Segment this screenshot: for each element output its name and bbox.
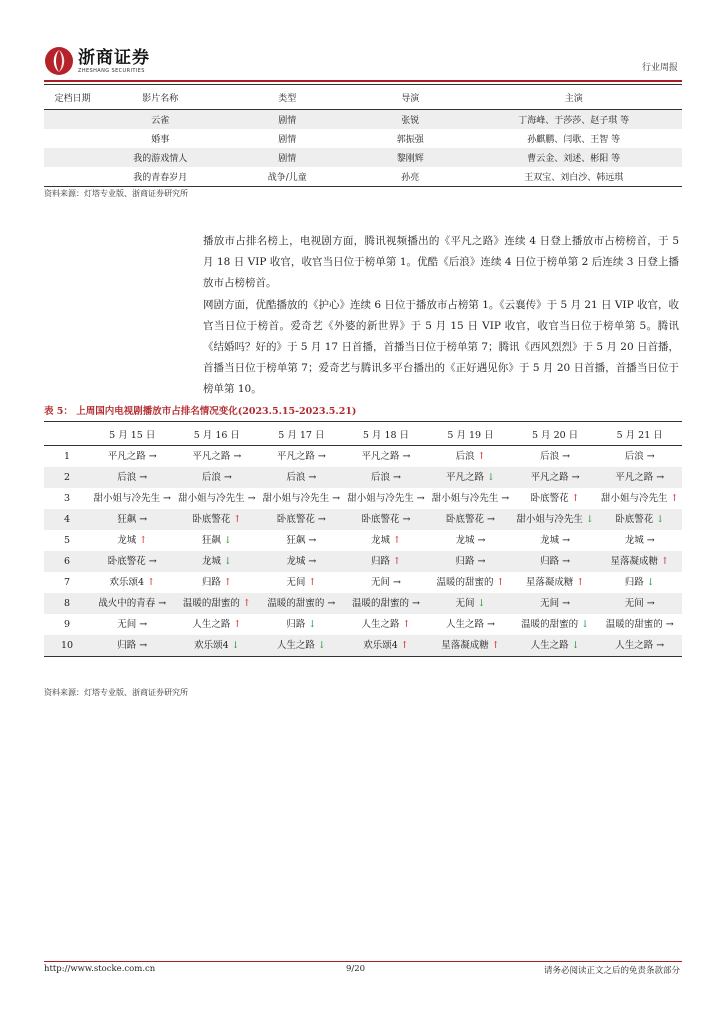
rank-up-arrow-icon: ↑ bbox=[477, 451, 486, 462]
drama-title: 龙城 bbox=[286, 556, 306, 567]
drama-title: 卧底警花 bbox=[361, 514, 400, 525]
drama-title: 温暖的甜蜜的 bbox=[351, 598, 409, 609]
ranking-cell bbox=[513, 593, 598, 614]
ranking-cell bbox=[513, 488, 598, 509]
drama-title: 卧底警花 bbox=[615, 514, 654, 525]
drama-title: 龙城 bbox=[624, 535, 644, 546]
ranking-cell bbox=[175, 488, 260, 509]
drama-title: 归路 bbox=[286, 619, 306, 630]
table-row bbox=[44, 530, 682, 551]
drama-title: 无间 bbox=[286, 577, 306, 588]
column-header: 5 月 15 日 bbox=[90, 422, 175, 446]
drama-title: 星落凝成糖 bbox=[525, 577, 574, 588]
table-cell: 婚事 bbox=[151, 135, 170, 145]
table-row bbox=[44, 167, 682, 187]
table-cell: 我的青春岁月 bbox=[101, 167, 219, 187]
rank-same-arrow-icon: → bbox=[646, 598, 655, 609]
rank-same-arrow-icon: → bbox=[308, 556, 317, 567]
rank-same-arrow-icon: → bbox=[317, 514, 326, 525]
table5-caption: 表 5： 上周国内电视剧播放市占排名情况变化(2023.5.15-2023.5.21) bbox=[44, 406, 357, 417]
rank-same-arrow-icon: → bbox=[139, 619, 148, 630]
table-cell: 剧情 bbox=[219, 110, 355, 130]
drama-title: 甜小姐与冷先生 bbox=[516, 514, 583, 525]
ranking-cell bbox=[175, 467, 260, 488]
rank-same-arrow-icon: → bbox=[487, 619, 496, 630]
drama-title: 甜小姐与冷先生 bbox=[347, 493, 414, 504]
rank-same-arrow-icon: → bbox=[501, 493, 510, 504]
document-type: 行业周报 bbox=[641, 63, 678, 73]
drama-title: 卧底警花 bbox=[276, 514, 315, 525]
drama-title: 甜小姐与冷先生 bbox=[431, 493, 499, 504]
ranking-cell bbox=[344, 446, 429, 468]
rank-up-arrow-icon: ↑ bbox=[233, 514, 242, 525]
ranking-cell bbox=[90, 530, 175, 551]
drama-title: 平凡之路 bbox=[192, 451, 231, 462]
ranking-cell bbox=[175, 446, 260, 468]
drama-title: 人生之路 bbox=[446, 619, 485, 630]
drama-title: 狂飙 bbox=[117, 514, 137, 525]
rank-same-arrow-icon: → bbox=[656, 472, 665, 483]
brand-name-en: ZHESHANG SECURITIES bbox=[78, 67, 145, 74]
rank-down-arrow-icon: ↓ bbox=[223, 556, 232, 567]
ranking-cell bbox=[597, 572, 682, 593]
rank-down-arrow-icon: ↓ bbox=[656, 514, 665, 525]
column-header: 主演 bbox=[465, 85, 682, 110]
ranking-cell bbox=[90, 551, 175, 572]
drama-title: 后浪 bbox=[624, 451, 644, 462]
drama-title: 后浪 bbox=[117, 472, 137, 483]
ranking-cell bbox=[90, 635, 175, 657]
rank-same-arrow-icon: → bbox=[477, 556, 486, 567]
drama-title: 平凡之路 bbox=[107, 451, 146, 462]
rank-cell: 7 bbox=[63, 577, 71, 588]
column-header: 5 月 17 日 bbox=[259, 422, 344, 446]
drama-title: 平凡之路 bbox=[446, 472, 485, 483]
drama-title: 龙城 bbox=[455, 535, 475, 546]
rank-same-arrow-icon: → bbox=[308, 472, 317, 483]
rank-same-arrow-icon: → bbox=[308, 535, 317, 546]
table-cell: 黎刚辉 bbox=[355, 148, 465, 167]
page-header bbox=[44, 44, 682, 80]
rank-same-arrow-icon: → bbox=[163, 493, 172, 504]
rank-same-arrow-icon: → bbox=[158, 598, 167, 609]
ranking-cell bbox=[175, 551, 260, 572]
rank-down-arrow-icon: ↓ bbox=[477, 598, 486, 609]
table-cell: 孙亮 bbox=[355, 167, 465, 187]
ranking-cell bbox=[344, 635, 429, 657]
drama-title: 龙城 bbox=[540, 535, 560, 546]
ranking-cell bbox=[175, 509, 260, 530]
header-divider bbox=[44, 80, 682, 82]
rank-same-arrow-icon: → bbox=[392, 577, 401, 588]
rank-down-arrow-icon: ↓ bbox=[571, 640, 580, 651]
drama-title: 星落凝成糖 bbox=[441, 640, 489, 651]
ranking-cell bbox=[597, 446, 682, 468]
rank-up-arrow-icon: ↑ bbox=[308, 577, 317, 588]
column-header: 定档日期 bbox=[44, 85, 101, 110]
footer-divider bbox=[44, 961, 682, 962]
ranking-cell bbox=[597, 551, 682, 572]
drama-title: 战火中的青春 bbox=[98, 598, 156, 609]
drama-title: 归路 bbox=[455, 556, 475, 567]
ranking-cell bbox=[259, 551, 344, 572]
drama-title: 后浪 bbox=[455, 451, 475, 462]
film-schedule-table bbox=[44, 84, 682, 187]
column-header: 5 月 21 日 bbox=[597, 422, 682, 446]
rank-up-arrow-icon: ↑ bbox=[491, 640, 500, 651]
drama-title: 无间 bbox=[540, 598, 560, 609]
ranking-cell bbox=[175, 614, 260, 635]
ranking-cell bbox=[428, 446, 513, 468]
table-row bbox=[44, 593, 682, 614]
table-row bbox=[44, 509, 682, 530]
ranking-cell bbox=[597, 488, 682, 509]
column-header: 5 月 18 日 bbox=[344, 422, 429, 446]
ranking-cell bbox=[428, 572, 513, 593]
ranking-cell bbox=[344, 488, 429, 509]
ranking-cell bbox=[259, 488, 344, 509]
ranking-cell bbox=[513, 530, 598, 551]
drama-title: 无间 bbox=[624, 598, 644, 609]
rank-same-arrow-icon: → bbox=[139, 472, 148, 483]
rank-same-arrow-icon: → bbox=[327, 598, 336, 609]
drama-title: 欢乐颂4 bbox=[194, 640, 229, 651]
rank-same-arrow-icon: → bbox=[402, 451, 411, 462]
drama-title: 甜小姐与冷先生 bbox=[262, 493, 330, 504]
rank-same-arrow-icon: → bbox=[665, 619, 674, 630]
drama-title: 狂飙 bbox=[286, 535, 306, 546]
table-cell: 孙麒鹏、闫歌、王智 等 bbox=[527, 135, 621, 145]
table-cell: 我的游戏情人 bbox=[101, 148, 219, 167]
rank-up-arrow-icon: ↑ bbox=[223, 577, 232, 588]
ranking-cell bbox=[259, 572, 344, 593]
rank-same-arrow-icon: → bbox=[416, 493, 425, 504]
drama-title: 温暖的甜蜜的 bbox=[521, 619, 579, 630]
ranking-cell bbox=[175, 635, 260, 657]
ranking-cell bbox=[428, 551, 513, 572]
ranking-cell bbox=[344, 467, 429, 488]
drama-title: 龙城 bbox=[117, 535, 137, 546]
drama-title: 后浪 bbox=[201, 472, 221, 483]
rank-cell: 1 bbox=[63, 451, 71, 462]
rank-cell: 10 bbox=[44, 635, 90, 657]
table-row bbox=[44, 551, 682, 572]
drama-title: 温暖的甜蜜的 bbox=[605, 619, 663, 630]
drama-title: 归路 bbox=[201, 577, 221, 588]
drama-title: 人生之路 bbox=[530, 640, 569, 651]
column-header: 类型 bbox=[219, 85, 355, 110]
ranking-cell bbox=[90, 446, 175, 468]
table-row bbox=[44, 635, 682, 657]
rank-up-arrow-icon: ↑ bbox=[576, 577, 585, 588]
ranking-cell bbox=[597, 467, 682, 488]
rank-up-arrow-icon: ↑ bbox=[392, 535, 401, 546]
rank-down-arrow-icon: ↓ bbox=[581, 619, 590, 630]
ranking-cell bbox=[597, 593, 682, 614]
column-header: 5 月 16 日 bbox=[175, 422, 260, 446]
rank-cell: 6 bbox=[44, 551, 90, 572]
table-row bbox=[44, 488, 682, 509]
drama-title: 无间 bbox=[117, 619, 137, 630]
rank-cell: 5 bbox=[63, 535, 71, 546]
rank-up-arrow-icon: ↑ bbox=[670, 493, 679, 504]
drama-title: 欢乐颂4 bbox=[363, 640, 398, 651]
drama-title: 归路 bbox=[370, 556, 390, 567]
drama-title: 后浪 bbox=[370, 472, 390, 483]
drama-title: 归路 bbox=[540, 556, 560, 567]
ranking-cell bbox=[175, 572, 260, 593]
ranking-cell bbox=[428, 530, 513, 551]
ranking-cell bbox=[175, 530, 260, 551]
rank-up-arrow-icon: ↑ bbox=[139, 535, 148, 546]
rank-same-arrow-icon: → bbox=[233, 451, 242, 462]
rank-cell: 8 bbox=[44, 593, 90, 614]
rank-same-arrow-icon: → bbox=[487, 514, 496, 525]
table-cell: 郭振强 bbox=[396, 135, 424, 145]
table-cell: 张锐 bbox=[355, 110, 465, 130]
rank-up-arrow-icon: ↑ bbox=[402, 619, 411, 630]
table-header-row bbox=[44, 85, 682, 110]
table-row bbox=[44, 614, 682, 635]
ranking-cell bbox=[428, 488, 513, 509]
ranking-cell bbox=[513, 467, 598, 488]
rank-same-arrow-icon: → bbox=[139, 514, 148, 525]
rank-up-arrow-icon: ↑ bbox=[233, 619, 242, 630]
drama-title: 后浪 bbox=[286, 472, 306, 483]
column-header: 影片名称 bbox=[101, 85, 219, 110]
ranking-cell bbox=[428, 467, 513, 488]
ranking-cell bbox=[90, 614, 175, 635]
ranking-cell bbox=[597, 509, 682, 530]
table-cell: 王双宝、刘白沙、韩远琪 bbox=[465, 167, 682, 187]
drama-title: 人生之路 bbox=[615, 640, 654, 651]
table-cell bbox=[44, 129, 101, 148]
rank-down-arrow-icon: ↓ bbox=[646, 577, 655, 588]
table5-source-note: 资料来源：灯塔专业版、浙商证券研究所 bbox=[44, 688, 188, 697]
footer-disclaimer: 请务必阅读正文之后的免责条款部分 bbox=[543, 966, 680, 976]
rank-same-arrow-icon: → bbox=[562, 556, 571, 567]
rank-up-arrow-icon: ↑ bbox=[400, 640, 409, 651]
drama-title: 狂飙 bbox=[201, 535, 221, 546]
ranking-cell bbox=[344, 593, 429, 614]
table-header-row bbox=[44, 422, 682, 446]
paragraph-web-drama: 网剧方面，优酷播放的《护心》连续 6 日位于播放市占榜第 1。《云襄传》于 5 月 21 日 VIP 收官，收官当日位于榜首。爱奇艺《外婆的新世界》于 5 月 15 日 VIP 收官，收官当日位于榜单第 5。腾讯《结婚吗？好的》于 5 月 17 日首播，首播当日位于榜单第 7；腾讯《西风烈烈》于 5 月 20 日首播，首播当日位于榜单第 7；爱奇艺与腾讯多平台播出的《正好遇见你》于 5 月 20 日首播，首播当日位于榜单第 10。 bbox=[203, 299, 679, 395]
drama-title: 龙城 bbox=[370, 535, 390, 546]
ranking-cell bbox=[344, 530, 429, 551]
table-cell: 剧情 bbox=[219, 148, 355, 167]
rank-cell: 2 bbox=[44, 467, 90, 488]
drama-title: 人生之路 bbox=[276, 640, 315, 651]
drama-title: 温暖的甜蜜的 bbox=[436, 577, 494, 588]
drama-title: 后浪 bbox=[540, 451, 560, 462]
ranking-cell bbox=[513, 509, 598, 530]
rank-same-arrow-icon: → bbox=[223, 472, 232, 483]
drama-title: 温暖的甜蜜的 bbox=[182, 598, 240, 609]
column-header bbox=[44, 422, 90, 446]
column-header: 导演 bbox=[355, 85, 465, 110]
drama-title: 平凡之路 bbox=[276, 451, 315, 462]
table-cell bbox=[44, 167, 101, 187]
ranking-cell bbox=[344, 509, 429, 530]
rank-up-arrow-icon: ↑ bbox=[242, 598, 251, 609]
table-row bbox=[44, 446, 682, 468]
table-row bbox=[44, 110, 682, 130]
page-number: 9/20 bbox=[346, 964, 366, 974]
ranking-cell bbox=[428, 593, 513, 614]
brand-logo bbox=[44, 46, 150, 76]
rank-same-arrow-icon: → bbox=[402, 514, 411, 525]
table-cell: 云雀 bbox=[101, 110, 219, 130]
ranking-cell bbox=[175, 593, 260, 614]
ranking-cell bbox=[90, 572, 175, 593]
table-cell: 战争/儿童 bbox=[219, 167, 355, 187]
ranking-cell bbox=[344, 614, 429, 635]
drama-title: 欢乐颂4 bbox=[109, 577, 145, 588]
rank-up-arrow-icon: ↑ bbox=[571, 493, 580, 504]
drama-title: 无间 bbox=[455, 598, 475, 609]
table-cell: 曹云金、刘述、彬阳 等 bbox=[465, 148, 682, 167]
rank-same-arrow-icon: → bbox=[247, 493, 256, 504]
rank-same-arrow-icon: → bbox=[646, 451, 655, 462]
rank-up-arrow-icon: ↑ bbox=[496, 577, 505, 588]
ranking-cell bbox=[428, 614, 513, 635]
ranking-cell bbox=[90, 509, 175, 530]
rank-same-arrow-icon: → bbox=[571, 472, 580, 483]
drama-title: 平凡之路 bbox=[615, 472, 654, 483]
ranking-cell bbox=[259, 593, 344, 614]
ranking-cell bbox=[90, 488, 175, 509]
rank-same-arrow-icon: → bbox=[148, 451, 157, 462]
rank-same-arrow-icon: → bbox=[562, 598, 571, 609]
ranking-cell bbox=[428, 509, 513, 530]
drama-title: 归路 bbox=[117, 640, 137, 651]
drama-ranking-table bbox=[44, 421, 682, 657]
footer-url: http://www.stocke.com.cn bbox=[44, 964, 156, 974]
ranking-cell bbox=[259, 446, 344, 468]
table1-source-note: 资料来源：灯塔专业版、浙商证券研究所 bbox=[44, 189, 188, 198]
paragraph-tv-ranking: 播放市占排名榜上，电视剧方面，腾讯视频播出的《平凡之路》连续 4 日登上播放市占榜榜首，于 5 月 18 日 VIP 收官，收官当日位于榜单第 1。优酷《后浪》连续 4 日位于榜单第 2 后连续 3 日登上播放市占榜榜首。 bbox=[203, 235, 679, 289]
drama-title: 卧底警花 bbox=[530, 493, 569, 504]
rank-down-arrow-icon: ↓ bbox=[585, 514, 594, 525]
rank-same-arrow-icon: → bbox=[562, 535, 571, 546]
ranking-cell bbox=[428, 635, 513, 657]
brand-name: 浙商证券 bbox=[78, 47, 150, 68]
rank-down-arrow-icon: ↓ bbox=[487, 472, 496, 483]
rank-same-arrow-icon: → bbox=[477, 535, 486, 546]
rank-same-arrow-icon: → bbox=[656, 640, 665, 651]
drama-title: 卧底警花 bbox=[192, 514, 231, 525]
ranking-cell bbox=[90, 593, 175, 614]
drama-title: 无间 bbox=[370, 577, 390, 588]
table-row bbox=[44, 572, 682, 593]
ranking-cell bbox=[597, 635, 682, 657]
ranking-cell bbox=[513, 446, 598, 468]
rank-down-arrow-icon: ↓ bbox=[231, 640, 240, 651]
ranking-cell bbox=[259, 635, 344, 657]
drama-title: 平凡之路 bbox=[361, 451, 400, 462]
ranking-cell bbox=[259, 467, 344, 488]
drama-title: 温暖的甜蜜的 bbox=[267, 598, 325, 609]
drama-title: 归路 bbox=[624, 577, 644, 588]
table-cell bbox=[44, 110, 101, 130]
rank-cell: 4 bbox=[44, 509, 90, 530]
drama-title: 龙城 bbox=[201, 556, 221, 567]
ranking-cell bbox=[597, 614, 682, 635]
rank-same-arrow-icon: → bbox=[332, 493, 341, 504]
rank-down-arrow-icon: ↓ bbox=[223, 535, 232, 546]
rank-cell: 9 bbox=[63, 619, 71, 630]
drama-title: 甜小姐与冷先生 bbox=[600, 493, 668, 504]
ranking-cell bbox=[259, 614, 344, 635]
ranking-cell bbox=[513, 572, 598, 593]
ranking-cell bbox=[513, 635, 598, 657]
ranking-cell bbox=[513, 614, 598, 635]
ranking-cell bbox=[259, 530, 344, 551]
rank-same-arrow-icon: → bbox=[148, 556, 157, 567]
table-row bbox=[44, 467, 682, 488]
column-header: 5 月 19 日 bbox=[428, 422, 513, 446]
drama-title: 卧底警花 bbox=[446, 514, 485, 525]
rank-cell: 3 bbox=[63, 493, 71, 504]
rank-same-arrow-icon: → bbox=[139, 640, 148, 651]
ranking-table-body bbox=[44, 446, 682, 657]
column-header: 5 月 20 日 bbox=[513, 422, 598, 446]
drama-title: 人生之路 bbox=[192, 619, 231, 630]
rank-same-arrow-icon: → bbox=[411, 598, 420, 609]
table-cell bbox=[44, 148, 101, 167]
ranking-cell bbox=[344, 572, 429, 593]
drama-title: 卧底警花 bbox=[107, 556, 146, 567]
rank-down-arrow-icon: ↓ bbox=[317, 640, 326, 651]
rank-down-arrow-icon: ↓ bbox=[308, 619, 317, 630]
rank-up-arrow-icon: ↑ bbox=[392, 556, 401, 567]
drama-title: 平凡之路 bbox=[530, 472, 569, 483]
ranking-cell bbox=[90, 467, 175, 488]
rank-same-arrow-icon: → bbox=[562, 451, 571, 462]
rank-same-arrow-icon: → bbox=[317, 451, 326, 462]
ranking-cell bbox=[597, 530, 682, 551]
table-row bbox=[44, 148, 682, 167]
rank-up-arrow-icon: ↑ bbox=[660, 556, 669, 567]
drama-title: 星落凝成糖 bbox=[610, 556, 658, 567]
drama-title: 甜小姐与冷先生 bbox=[178, 493, 245, 504]
table-row bbox=[44, 129, 682, 148]
rank-same-arrow-icon: → bbox=[646, 535, 655, 546]
ranking-cell bbox=[259, 509, 344, 530]
rank-same-arrow-icon: → bbox=[392, 472, 401, 483]
rank-up-arrow-icon: ↑ bbox=[147, 577, 156, 588]
table-cell: 剧情 bbox=[278, 135, 297, 145]
ranking-cell bbox=[344, 551, 429, 572]
table-cell: 丁海峰、于莎莎、赵子琪 等 bbox=[465, 110, 682, 130]
ranking-cell bbox=[513, 551, 598, 572]
brand-logo-icon bbox=[44, 46, 74, 76]
drama-title: 人生之路 bbox=[361, 619, 400, 630]
drama-title: 甜小姐与冷先生 bbox=[93, 493, 161, 504]
